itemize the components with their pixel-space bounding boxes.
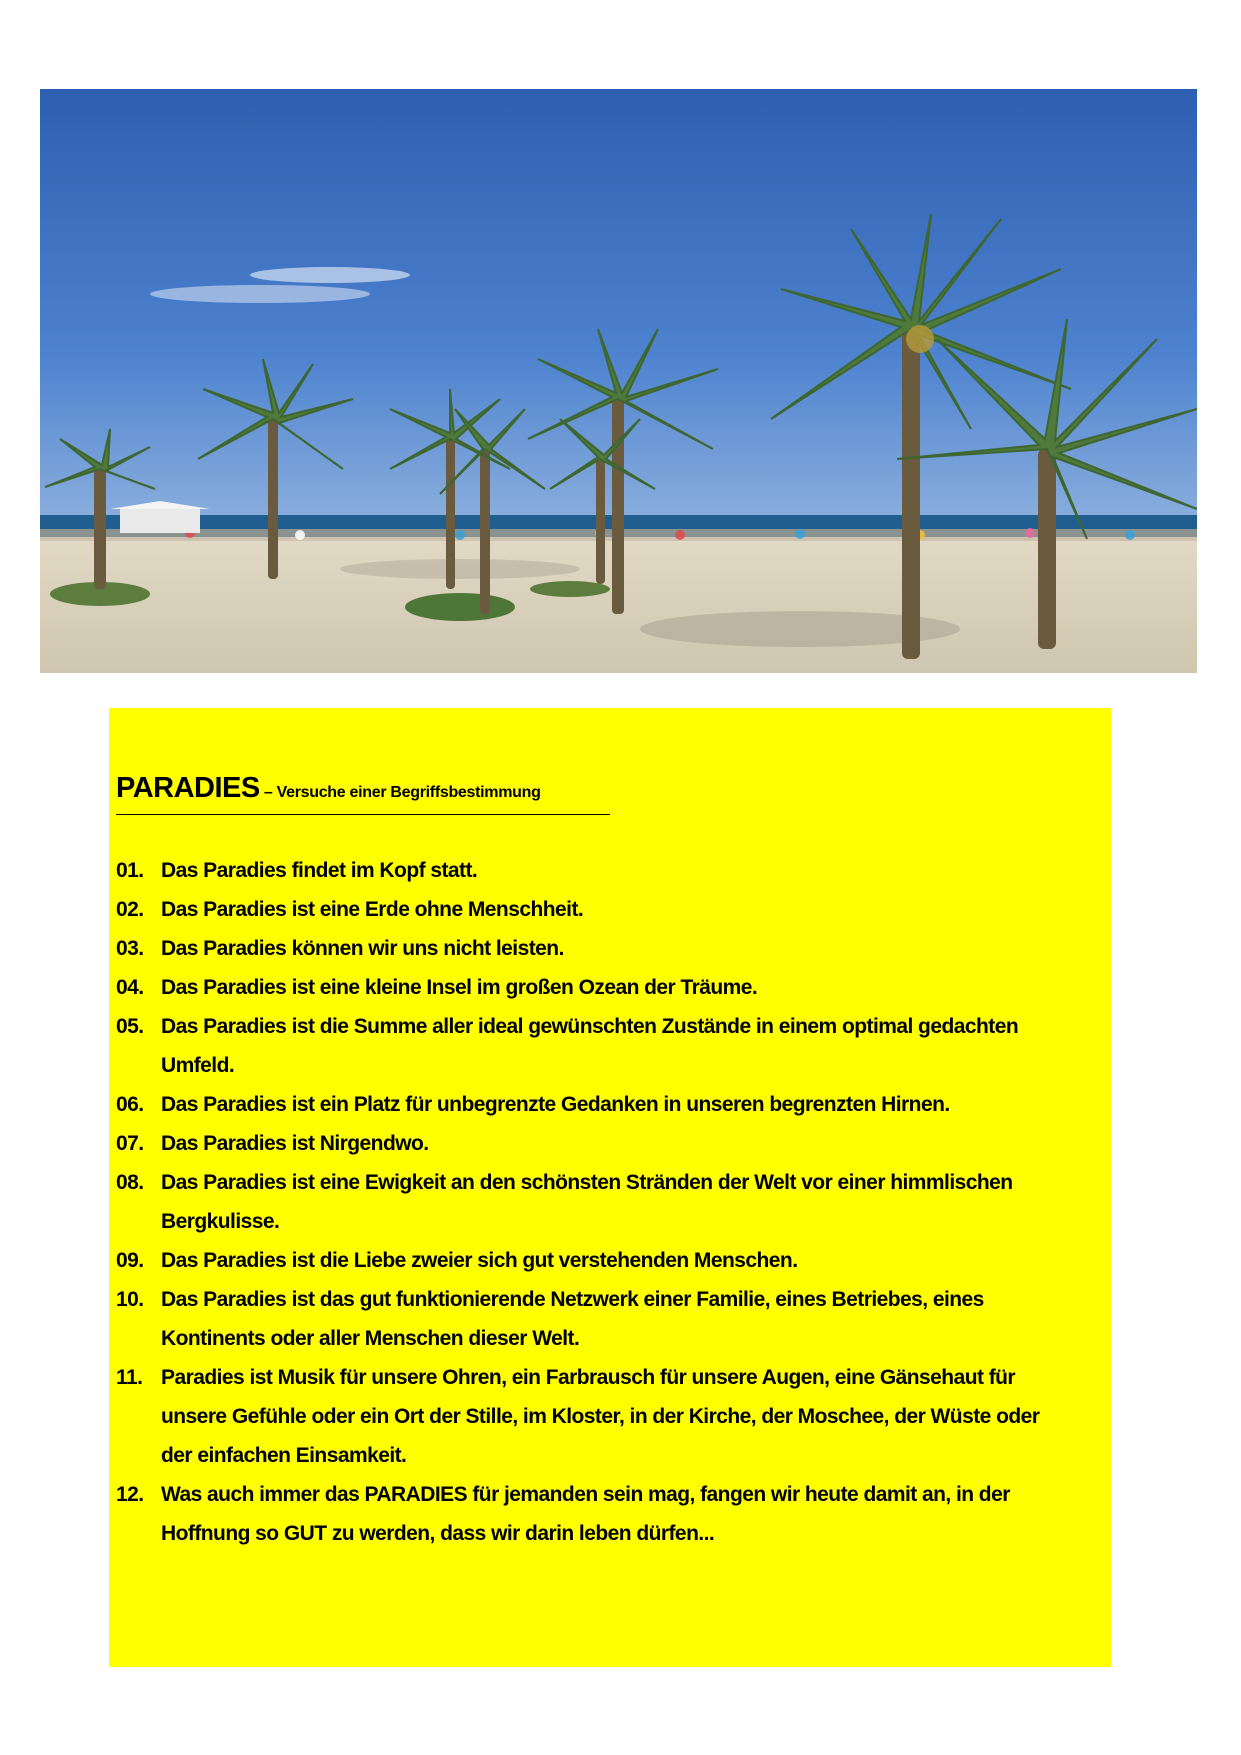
item-number: 04. bbox=[116, 976, 144, 999]
list-item bbox=[116, 1124, 1071, 1163]
list-item bbox=[116, 1475, 1071, 1553]
list-item bbox=[116, 851, 1071, 890]
definitions-list bbox=[116, 851, 1111, 1553]
subtitle: – Versuche einer Begriffsbestimmung bbox=[259, 784, 541, 801]
item-number: 06. bbox=[116, 1093, 144, 1116]
item-number: 08. bbox=[116, 1171, 144, 1194]
item-text: Das Paradies ist Nirgendwo. bbox=[161, 1132, 429, 1155]
item-number: 05. bbox=[116, 1015, 144, 1038]
item-text: Das Paradies ist die Summe aller ideal gewünschten Zustände in einem optimal gedachten Umfeld. bbox=[161, 1015, 1019, 1077]
item-text: Das Paradies findet im Kopf statt. bbox=[161, 859, 478, 882]
item-text: Paradies ist Musik für unsere Ohren, ein Farbrausch für unsere Augen, eine Gänsehaut für unsere Gefühle oder ein Ort der Stille, im Kloster, in der Kirche, der Moschee, der Wüste oder der einfachen Einsamkeit. bbox=[161, 1366, 1040, 1467]
list-item bbox=[116, 1358, 1071, 1475]
item-number: 12. bbox=[116, 1483, 144, 1506]
item-text: Das Paradies ist die Liebe zweier sich gut verstehenden Menschen. bbox=[161, 1249, 798, 1272]
list-item bbox=[116, 1007, 1071, 1085]
item-text: Das Paradies ist eine Erde ohne Menschheit. bbox=[161, 898, 584, 921]
item-number: 09. bbox=[116, 1249, 144, 1272]
item-number: 10. bbox=[116, 1288, 144, 1311]
item-number: 07. bbox=[116, 1132, 144, 1155]
paradise-definitions-box bbox=[109, 708, 1111, 1667]
item-number: 01. bbox=[116, 859, 144, 882]
beach-photo-illustration bbox=[40, 89, 1197, 673]
list-item bbox=[116, 1241, 1071, 1280]
list-item bbox=[116, 1085, 1071, 1124]
item-text: Das Paradies ist eine Ewigkeit an den schönsten Stränden der Welt vor einer himmlischen Bergkulisse. bbox=[161, 1171, 1013, 1233]
title-row bbox=[116, 770, 1111, 806]
list-item bbox=[116, 890, 1071, 929]
item-text: Das Paradies können wir uns nicht leisten. bbox=[161, 937, 564, 960]
list-item bbox=[116, 929, 1071, 968]
title-underline bbox=[116, 814, 610, 815]
item-text: Das Paradies ist eine kleine Insel im großen Ozean der Träume. bbox=[161, 976, 758, 999]
item-text: Das Paradies ist das gut funktionierende Netzwerk einer Familie, eines Betriebes, eines Kontinents oder aller Menschen dieser Welt. bbox=[161, 1288, 984, 1350]
item-text: Das Paradies ist ein Platz für unbegrenzte Gedanken in unseren begrenzten Hirnen. bbox=[161, 1093, 950, 1116]
item-text: Was auch immer das PARADIES für jemanden sein mag, fangen wir heute damit an, in der Hoffnung so GUT zu werden, dass wir darin leben dürfen... bbox=[161, 1483, 1010, 1545]
item-number: 02. bbox=[116, 898, 144, 921]
beach-palm-photo bbox=[40, 89, 1197, 673]
list-item bbox=[116, 968, 1071, 1007]
list-item bbox=[116, 1163, 1071, 1241]
item-number: 11. bbox=[116, 1366, 143, 1389]
item-number: 03. bbox=[116, 937, 144, 960]
title: PARADIES bbox=[116, 772, 260, 804]
list-item bbox=[116, 1280, 1071, 1358]
